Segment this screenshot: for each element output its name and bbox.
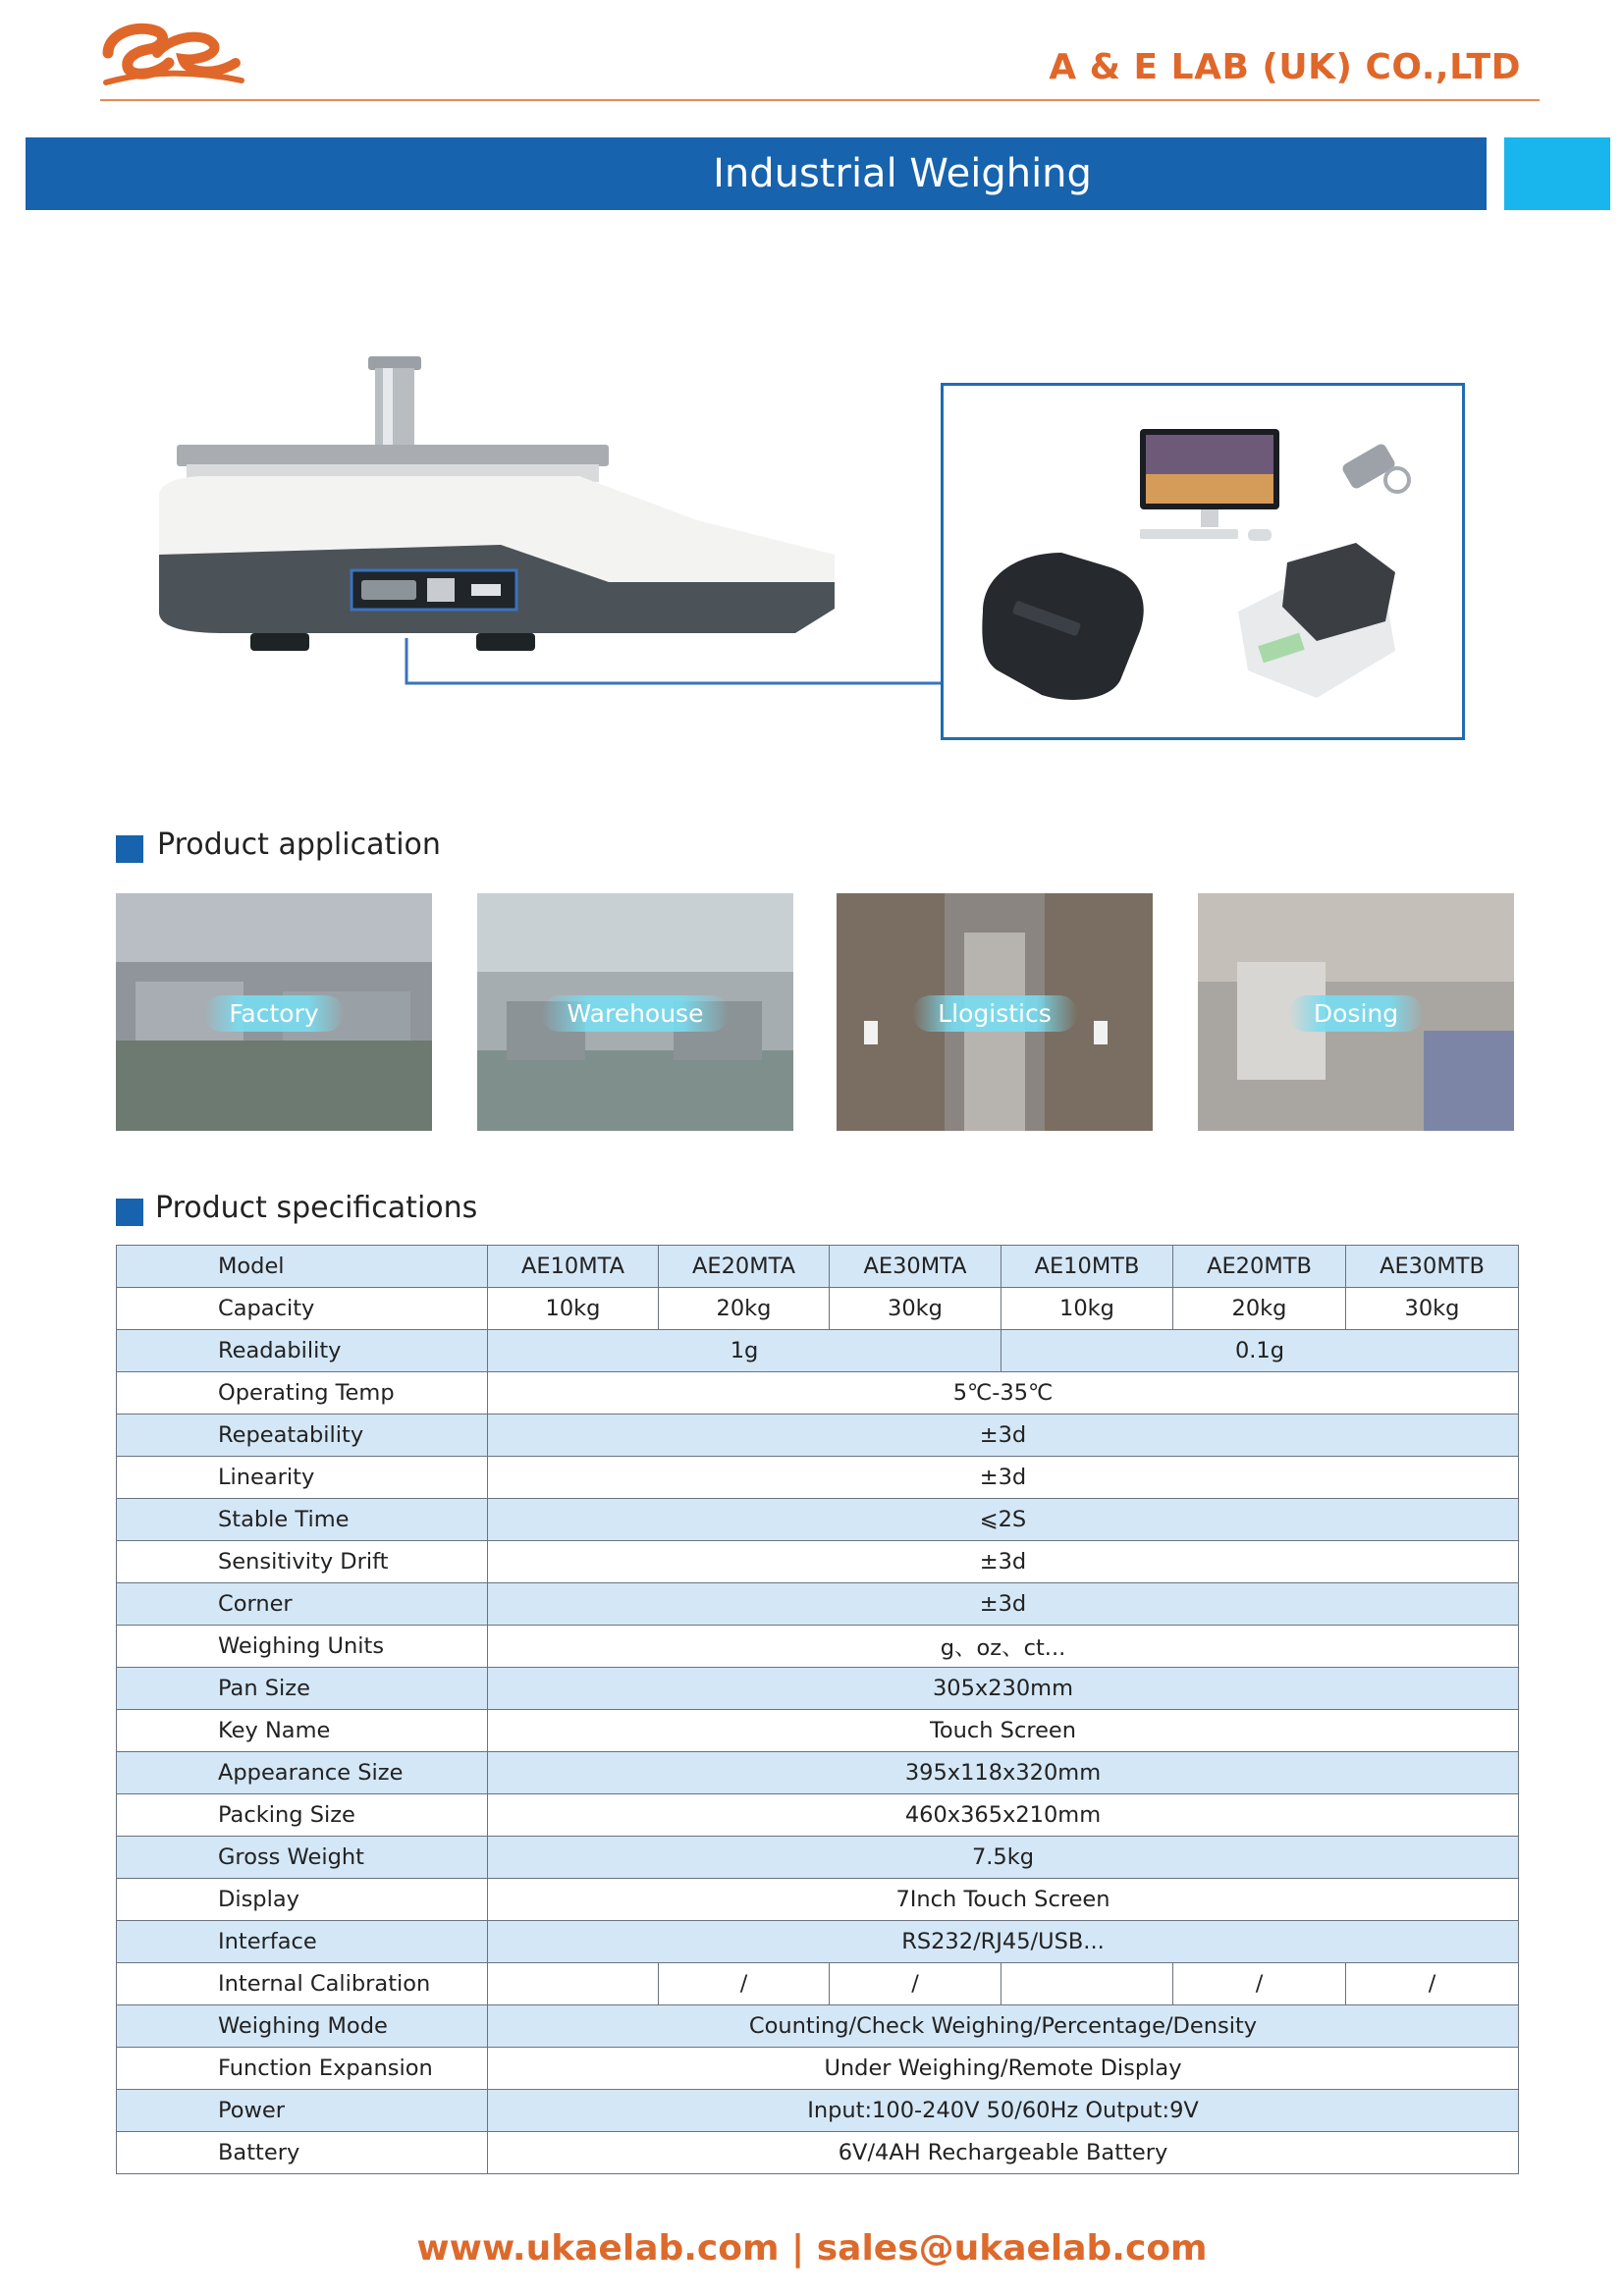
table-row bbox=[117, 1668, 1519, 1710]
application-label: Dosing bbox=[1288, 995, 1424, 1032]
application-label: Warehouse bbox=[542, 995, 730, 1032]
readability-cell: 0.1g bbox=[1001, 1330, 1519, 1372]
capacity-cell: 30kg bbox=[1346, 1288, 1519, 1330]
row-value: ⩽2S bbox=[488, 1499, 1519, 1541]
row-value: 5℃-35℃ bbox=[488, 1372, 1519, 1415]
footer-contact[interactable]: www.ukaelab.com | sales@ukaelab.com bbox=[416, 2228, 1208, 2269]
row-label: Weighing Mode bbox=[117, 2005, 488, 2048]
row-label: Stable Time bbox=[117, 1499, 488, 1541]
table-row bbox=[117, 1963, 1519, 2005]
capacity-cell: 10kg bbox=[488, 1288, 659, 1330]
calibration-cell bbox=[488, 1963, 659, 2005]
scale-product-image bbox=[147, 348, 854, 663]
row-label: Corner bbox=[117, 1583, 488, 1626]
model-cell: AE30MTB bbox=[1346, 1246, 1519, 1288]
table-row bbox=[117, 1457, 1519, 1499]
capacity-cell: 10kg bbox=[1001, 1288, 1173, 1330]
printer-icon bbox=[982, 553, 1143, 700]
calibration-cell: / bbox=[1346, 1963, 1519, 2005]
model-cell: AE10MTA bbox=[488, 1246, 659, 1288]
row-value: RS232/RJ45/USB... bbox=[488, 1921, 1519, 1963]
section-title-specifications: Product specifications bbox=[155, 1191, 478, 1225]
row-label: Function Expansion bbox=[117, 2048, 488, 2090]
row-label: Interface bbox=[117, 1921, 488, 1963]
row-value: Under Weighing/Remote Display bbox=[488, 2048, 1519, 2090]
company-name: A & E LAB (UK) CO.,LTD bbox=[1049, 47, 1521, 87]
table-row bbox=[117, 1541, 1519, 1583]
row-value: Input:100-240V 50/60Hz Output:9V bbox=[488, 2090, 1519, 2132]
monitor-icon bbox=[1140, 429, 1279, 541]
peripherals-box bbox=[941, 383, 1465, 740]
row-label: Operating Temp bbox=[117, 1372, 488, 1415]
row-label: Pan Size bbox=[117, 1668, 488, 1710]
row-value: 6V/4AH Rechargeable Battery bbox=[488, 2132, 1519, 2174]
table-row bbox=[117, 2005, 1519, 2048]
row-label: Linearity bbox=[117, 1457, 488, 1499]
table-row bbox=[117, 1246, 1519, 1288]
calibration-cell: / bbox=[1173, 1963, 1346, 2005]
header-divider bbox=[100, 99, 1540, 101]
row-value: Counting/Check Weighing/Percentage/Density bbox=[488, 2005, 1519, 2048]
table-row bbox=[117, 2090, 1519, 2132]
table-row bbox=[117, 1794, 1519, 1837]
calibration-cell bbox=[1001, 1963, 1173, 2005]
table-row bbox=[117, 1752, 1519, 1794]
calibration-cell: / bbox=[659, 1963, 830, 2005]
application-photo-warehouse bbox=[477, 893, 793, 1131]
capacity-cell: 30kg bbox=[830, 1288, 1001, 1330]
application-photo-logistics bbox=[837, 893, 1153, 1131]
row-label: Appearance Size bbox=[117, 1752, 488, 1794]
model-cell: AE10MTB bbox=[1001, 1246, 1173, 1288]
row-label: Repeatability bbox=[117, 1415, 488, 1457]
capacity-cell: 20kg bbox=[659, 1288, 830, 1330]
application-photo-dosing bbox=[1198, 893, 1514, 1131]
label-printer-icon bbox=[1238, 543, 1395, 698]
row-label: Gross Weight bbox=[117, 1837, 488, 1879]
table-row bbox=[117, 1921, 1519, 1963]
table-row bbox=[117, 1288, 1519, 1330]
row-label: Model bbox=[117, 1246, 488, 1288]
row-value: 460x365x210mm bbox=[488, 1794, 1519, 1837]
table-row bbox=[117, 1372, 1519, 1415]
table-row bbox=[117, 1879, 1519, 1921]
row-value: Touch Screen bbox=[488, 1710, 1519, 1752]
row-label: Readability bbox=[117, 1330, 488, 1372]
row-value: g、oz、ct... bbox=[488, 1626, 1519, 1668]
table-row bbox=[117, 1583, 1519, 1626]
application-photo-factory bbox=[116, 893, 432, 1131]
section-marker bbox=[116, 835, 143, 863]
section-title-application: Product application bbox=[157, 828, 441, 862]
row-label: Capacity bbox=[117, 1288, 488, 1330]
table-row bbox=[117, 1415, 1519, 1457]
row-value: 305x230mm bbox=[488, 1668, 1519, 1710]
connector-line bbox=[405, 638, 943, 685]
row-label: Display bbox=[117, 1879, 488, 1921]
spec-table bbox=[116, 1245, 1519, 2174]
model-cell: AE20MTA bbox=[659, 1246, 830, 1288]
row-label: Key Name bbox=[117, 1710, 488, 1752]
page-title: Industrial Weighing bbox=[713, 151, 1092, 196]
section-marker bbox=[116, 1199, 143, 1226]
row-value: ±3d bbox=[488, 1541, 1519, 1583]
model-cell: AE20MTB bbox=[1173, 1246, 1346, 1288]
model-cell: AE30MTA bbox=[830, 1246, 1001, 1288]
table-row bbox=[117, 1499, 1519, 1541]
table-row bbox=[117, 1330, 1519, 1372]
row-value: ±3d bbox=[488, 1457, 1519, 1499]
table-row bbox=[117, 1710, 1519, 1752]
table-row bbox=[117, 2132, 1519, 2174]
table-row bbox=[117, 2048, 1519, 2090]
row-label: Internal Calibration bbox=[117, 1963, 488, 2005]
application-label: Llogistics bbox=[912, 995, 1077, 1032]
row-label: Sensitivity Drift bbox=[117, 1541, 488, 1583]
row-value: 7.5kg bbox=[488, 1837, 1519, 1879]
usb-drive-icon bbox=[1340, 442, 1409, 492]
calibration-cell: / bbox=[830, 1963, 1001, 2005]
row-label: Packing Size bbox=[117, 1794, 488, 1837]
table-row bbox=[117, 1837, 1519, 1879]
table-row bbox=[117, 1626, 1519, 1668]
row-label: Battery bbox=[117, 2132, 488, 2174]
row-value: ±3d bbox=[488, 1583, 1519, 1626]
capacity-cell: 20kg bbox=[1173, 1288, 1346, 1330]
row-value: 395x118x320mm bbox=[488, 1752, 1519, 1794]
row-label: Power bbox=[117, 2090, 488, 2132]
readability-cell: 1g bbox=[488, 1330, 1001, 1372]
row-label: Weighing Units bbox=[117, 1626, 488, 1668]
company-logo bbox=[98, 14, 245, 92]
row-value: ±3d bbox=[488, 1415, 1519, 1457]
application-label: Factory bbox=[203, 995, 344, 1032]
row-value: 7Inch Touch Screen bbox=[488, 1879, 1519, 1921]
